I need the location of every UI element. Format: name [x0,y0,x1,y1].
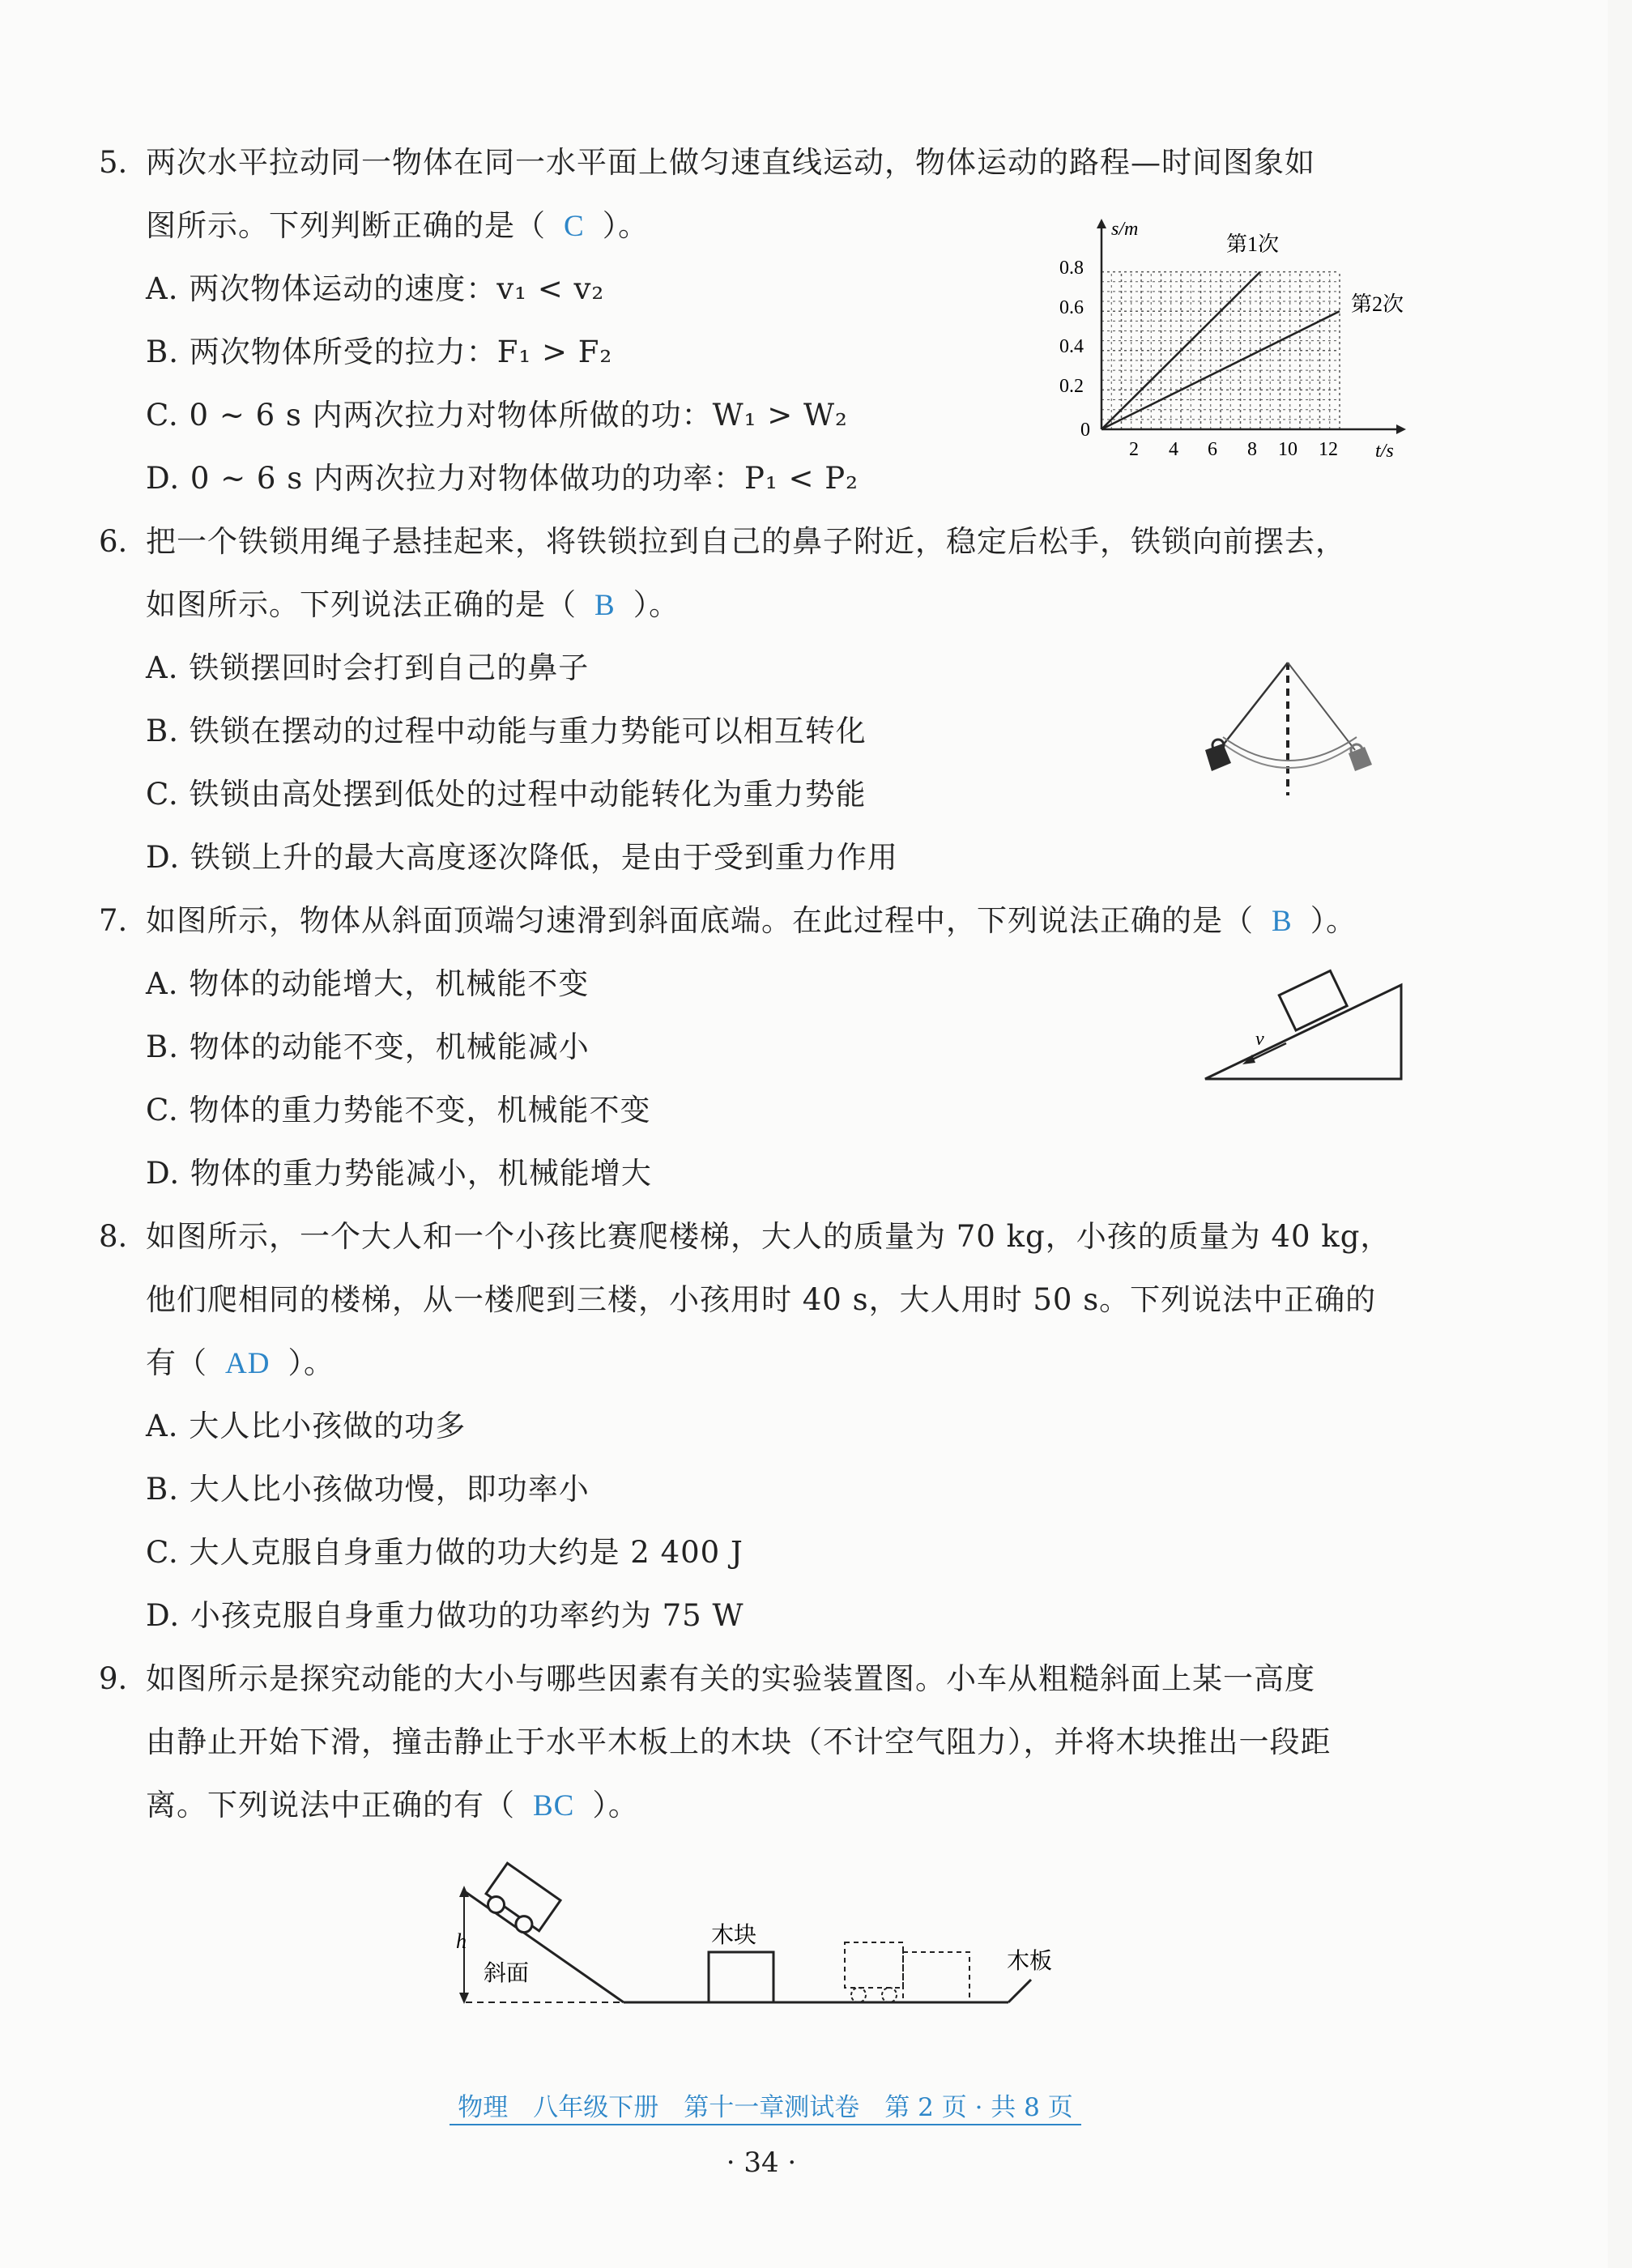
q5-answer: C [564,210,585,243]
q5-stem-line1: 两次水平拉动同一物体在同一水平面上做匀速直线运动，物体运动的路程—时间图象如 [146,145,1315,180]
q8-stem-text: 有（ [146,1345,207,1380]
pendulum-string-right [1288,663,1355,750]
q6-stem-end: ）。 [633,587,680,622]
velocity-label: v [1255,1029,1264,1050]
q5-stem-text: 图所示。下列判断正确的是（ [146,208,546,243]
lock-left-icon [1205,740,1231,771]
q5-option-c: C. 0 ~ 6 s 内两次拉力对物体所做的功：W₁ > W₂ [146,398,848,433]
block-final-dashed [903,1952,969,2002]
x-tick-labels [1129,439,1338,460]
board-label: 木板 [1007,1949,1053,1974]
slope-label: 斜面 [484,1961,530,1986]
board-end [1008,1980,1031,2002]
pendulum-figure [1191,656,1385,802]
q5-stem-line2 [146,207,649,246]
q7-stem-line1 [146,902,1357,941]
x-unit-label: t/s [1375,441,1394,462]
x-axis-arrow [1396,424,1406,434]
q6-option-a: A. 铁锁摆回时会打到自己的鼻子 [146,650,590,685]
q7-stem-end: ）。 [1310,903,1357,938]
x-tick-6: 6 [1208,439,1217,460]
footer-info: 物理 八年级下册 第十一章测试卷 第 2 页 · 共 8 页 [450,2091,1081,2125]
graph-grid [1101,272,1340,429]
x-tick-4: 4 [1169,439,1178,460]
q9-stem-line1: 如图所示是探究动能的大小与哪些因素有关的实验装置图。小车从粗糙斜面上某一高度 [146,1661,1315,1696]
y-tick-0.4: 0.4 [1059,336,1084,357]
q6-stem-line1: 把一个铁锁用绳子悬挂起来，将铁锁拉到自己的鼻子附近，稳定后松手，铁锁向前摆去， [146,524,1346,559]
q9-stem-line3 [146,1786,639,1826]
incline-figure [1199,956,1409,1085]
q5-number: 5. [99,145,128,180]
q8-answer: AD [225,1347,271,1380]
cart-final-dashed [845,1942,903,1988]
q7-stem-text: 如图所示，物体从斜面顶端匀速滑到斜面底端。在此过程中，下列说法正确的是（ [146,903,1254,938]
height-label: h [456,1929,467,1953]
q8-option-c: C. 大人克服自身重力做的功大约是 2 400 J [146,1535,744,1570]
y-tick-0.2: 0.2 [1059,376,1084,397]
wood-block [709,1952,773,2002]
q9-answer: BC [533,1789,575,1823]
q9-number: 9. [99,1661,128,1696]
y-tick-0: 0 [1080,420,1090,441]
x-tick-2: 2 [1129,439,1139,460]
q7-answer: B [1272,905,1293,938]
q5-stem-end: ）。 [602,208,650,243]
cart-wheel-1-dashed [851,1988,866,2002]
x-tick-8: 8 [1247,439,1257,460]
q9-stem-end: ）。 [592,1788,639,1823]
q9-stem-text: 离。下列说法中正确的有（ [146,1788,515,1823]
y-unit-label: s/m [1111,219,1139,240]
q7-option-d: D. 物体的重力势能减小，机械能增大 [146,1156,652,1191]
q7-option-a: A. 物体的动能增大，机械能不变 [146,966,590,1001]
q8-number: 8. [99,1219,128,1254]
q7-option-c: C. 物体的重力势能不变，机械能不变 [146,1093,651,1128]
q8-stem-line2: 他们爬相同的楼梯，从一楼爬到三楼，小孩用时 40 s，大人用时 50 s。下列说法中正确的 [146,1282,1377,1317]
x-tick-10: 10 [1278,439,1298,460]
y-tick-0.8: 0.8 [1059,258,1084,279]
q6-stem-text: 如图所示。下列说法正确的是（ [146,587,577,622]
q8-option-b: B. 大人比小孩做功慢，即功率小 [146,1472,590,1507]
q6-option-d: D. 铁锁上升的最大高度逐次降低，是由于受到重力作用 [146,840,898,875]
q6-option-c: C. 铁锁由高处摆到低处的过程中动能转化为重力势能 [146,777,867,812]
page-number: · 34 · [726,2146,797,2179]
q8-option-d: D. 小孩克服自身重力做功的功率约为 75 W [146,1598,744,1633]
height-arrow-top [459,1886,469,1897]
q6-option-b: B. 铁锁在摆动的过程中动能与重力势能可以相互转化 [146,714,867,748]
lock-right-icon [1349,744,1372,771]
q8-option-a: A. 大人比小孩做的功多 [146,1409,467,1443]
velocity-arrow [1249,1043,1286,1061]
y-tick-0.6: 0.6 [1059,297,1084,318]
cart-on-slope [479,1863,560,1940]
x-tick-12: 12 [1319,439,1338,460]
st-graph [1045,212,1417,471]
cart-experiment-figure [441,1847,1057,2009]
q6-number: 6. [99,524,128,559]
series-1-label: 第1次 [1226,232,1280,256]
q7-number: 7. [99,903,128,938]
q7-option-b: B. 物体的动能不变，机械能减小 [146,1030,590,1064]
q9-stem-line2: 由静止开始下滑，撞击静止于水平木板上的木块（不计空气阻力），并将木块推出一段距 [146,1724,1332,1759]
q8-stem-line3 [146,1344,334,1383]
block-label: 木块 [711,1923,757,1948]
q6-answer: B [594,589,616,622]
sliding-block [1279,970,1347,1030]
swing-arc-2 [1223,744,1357,768]
q5-option-b: B. 两次物体所受的拉力：F₁ > F₂ [146,335,613,369]
q5-option-a: A. 两次物体运动的速度：v₁ < v₂ [146,271,605,306]
y-tick-labels [1059,258,1090,441]
series-2-label: 第2次 [1351,292,1404,316]
q5-option-d: D. 0 ~ 6 s 内两次拉力对物体做功的功率：P₁ < P₂ [146,461,859,496]
q6-stem-line2 [146,586,680,625]
y-axis-arrow [1097,219,1106,228]
q8-stem-line1: 如图所示，一个大人和一个小孩比赛爬楼梯，大人的质量为 70 kg，小孩的质量为 40 kg， [146,1219,1391,1254]
cart-wheel-2-dashed [882,1988,897,2002]
q8-stem-end: ）。 [288,1345,334,1380]
